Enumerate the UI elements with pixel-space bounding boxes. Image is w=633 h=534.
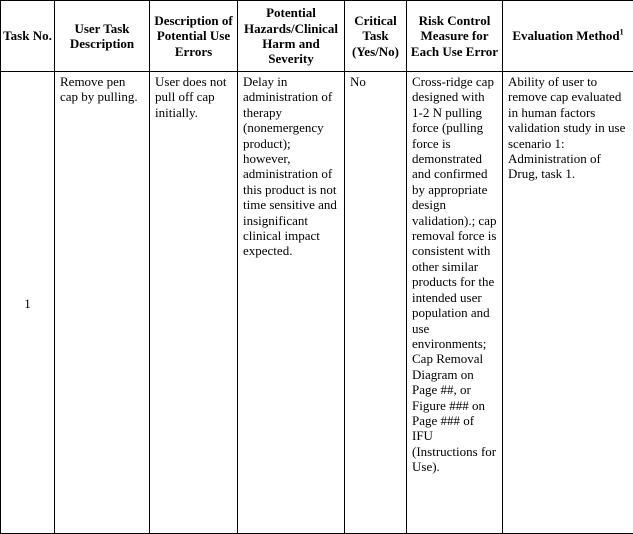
cell-potential-hazards: Delay in administration of therapy (nonemergency product); however, administration of this product is not time sensitive and insignificant clinical impact expected. [238,72,345,534]
header-potential-use-errors: Description of Potential Use Errors [150,1,238,72]
header-evaluation-method [503,1,633,72]
cell-user-task-description: Remove pen cap by pulling. [55,72,150,534]
cell-task-no: 1 [1,72,55,534]
header-row [1,1,633,72]
footnote-marker: 1 [619,27,624,37]
header-evaluation-method-label: Evaluation Method [512,28,620,44]
header-critical-task: Critical Task (Yes/No) [345,1,407,72]
cell-potential-use-errors: User does not pull off cap initially. [150,72,238,534]
cell-evaluation-method: Ability of user to remove cap evaluated in human factors validation study in use scenario 1: Administration of Drug, task 1. [503,72,633,534]
header-risk-control-measure: Risk Control Measure for Each Use Error [407,1,503,72]
header-potential-hazards: Potential Hazards/Clinical Harm and Severity [238,1,345,72]
cell-critical-task: No [345,72,407,534]
header-user-task-description: User Task Description [55,1,150,72]
table-row [1,72,633,534]
header-task-no: Task No. [1,1,55,72]
cell-risk-control-measure: Cross-ridge cap designed with 1-2 N pulling force (pulling force is demonstrated and confirmed by appropriate design validation).; cap removal force is consistent with other similar products for the intended user population and use environments; Cap Removal Diagram on Page ##, or Figure ### on Page ### of IFU (Instructions for Use). [407,72,503,534]
